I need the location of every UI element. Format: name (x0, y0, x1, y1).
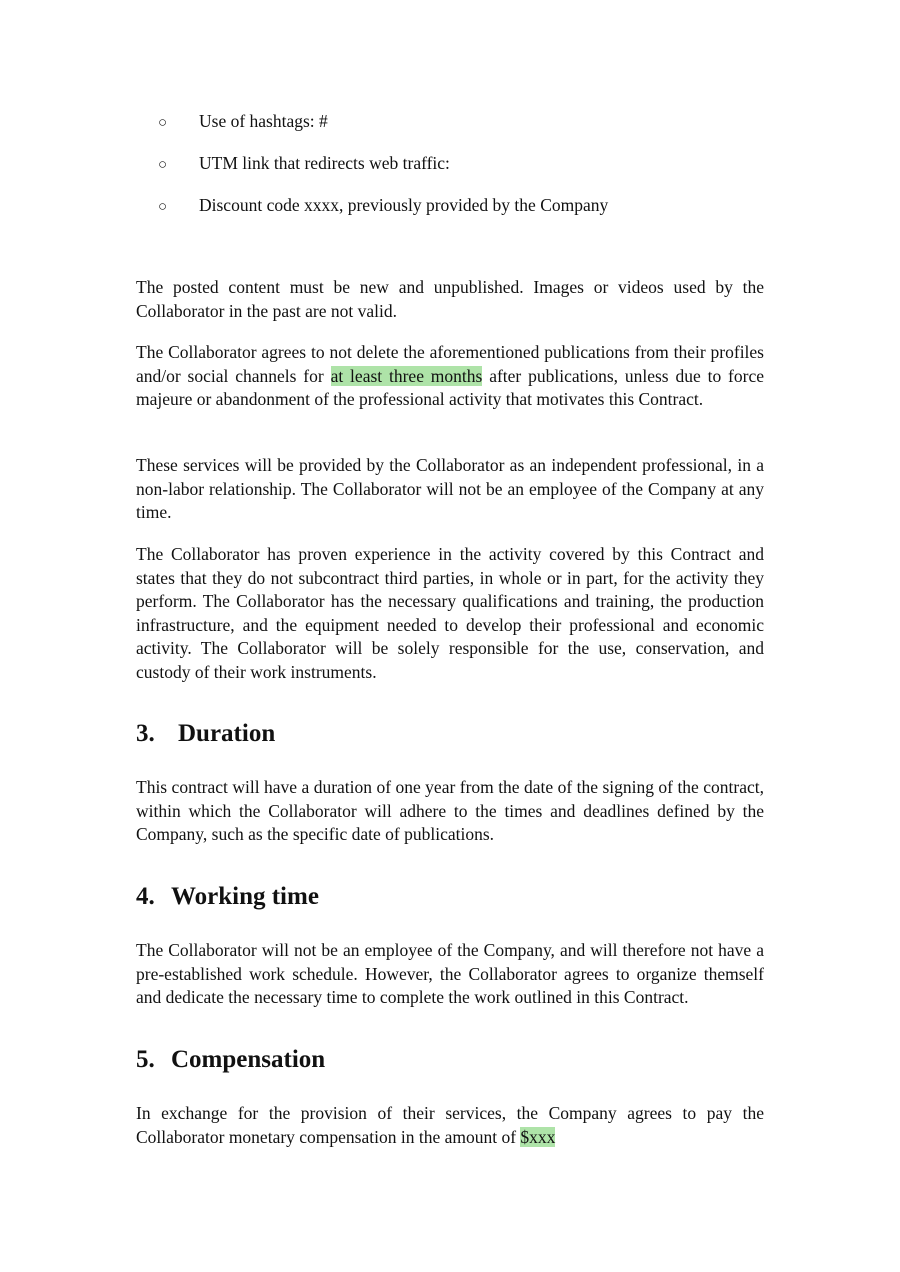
section-number: 5. (136, 1046, 155, 1073)
bullet-text-hashtags: Use of hashtags: # (199, 111, 328, 131)
paragraph-new-content: The posted content must be new and unpublished. Images or videos used by the Collaborator in the past are not valid. (136, 277, 764, 321)
bullet-text-utm-link: UTM link that redirects web traffic: (199, 153, 450, 173)
section-title: Duration (178, 720, 276, 747)
list-item (158, 150, 758, 192)
section-title: Working time (171, 883, 319, 910)
section-heading-working-time (136, 881, 319, 913)
circle-bullet-icon: ○ (158, 157, 168, 173)
section-heading-compensation (136, 1044, 325, 1076)
paragraph-compensation (136, 1102, 764, 1149)
bullet-text-discount-code: Discount code xxxx, previously provided by the Company (199, 195, 609, 215)
circle-bullet-icon: ○ (158, 115, 168, 131)
section-number: 3. (136, 720, 155, 747)
circle-bullet-icon: ○ (158, 199, 168, 215)
paragraph-no-delete-text-start: The Collaborator agrees to not delete the aforementioned publications from their profiles and/or social channels for (136, 342, 764, 386)
paragraph-working-time: The Collaborator will not be an employee of the Company, and will therefore not have a pre-established work schedule. However, the Collaborator agrees to organize themself and dedicate the necessary time to complete the work outlined in this Contract. (136, 940, 764, 1008)
paragraph-compensation-text: In exchange for the provision of their services, the Company agrees to pay the Collaborator monetary compensation in the amount of (136, 1103, 764, 1147)
section-heading-duration (136, 718, 275, 750)
paragraph-no-delete (136, 341, 764, 412)
highlight-amount: $xxx (520, 1126, 556, 1147)
bullet-list (158, 108, 758, 234)
list-item (158, 108, 758, 150)
highlight-three-months: at least three months (330, 365, 483, 386)
paragraph-experience: The Collaborator has proven experience in the activity covered by this Contract and states that they do not subcontract third parties, in whole or in part, for the activity they perform. The Collaborator has the necessary qualifications and training, the production infrastructure, and the equipment needed to develop their professional and economic activity. The Collaborator will be solely responsible for the use, conservation, and custody of their work instruments. (136, 544, 764, 682)
paragraph-independent: These services will be provided by the Collaborator as an independent professional, in a non-labor relationship. The Collaborator will not be an employee of the Company at any time. (136, 455, 764, 523)
section-title: Compensation (171, 1046, 326, 1073)
paragraph-duration: This contract will have a duration of one year from the date of the signing of the contract, within which the Collaborator will adhere to the times and deadlines defined by the Company, such as the specific date of publications. (136, 777, 764, 845)
list-item (158, 192, 758, 234)
section-number: 4. (136, 883, 155, 910)
paragraph-no-delete-text-end: after publications, unless due to force majeure or abandonment of the professional activity that motivates this Contract. (136, 365, 764, 410)
